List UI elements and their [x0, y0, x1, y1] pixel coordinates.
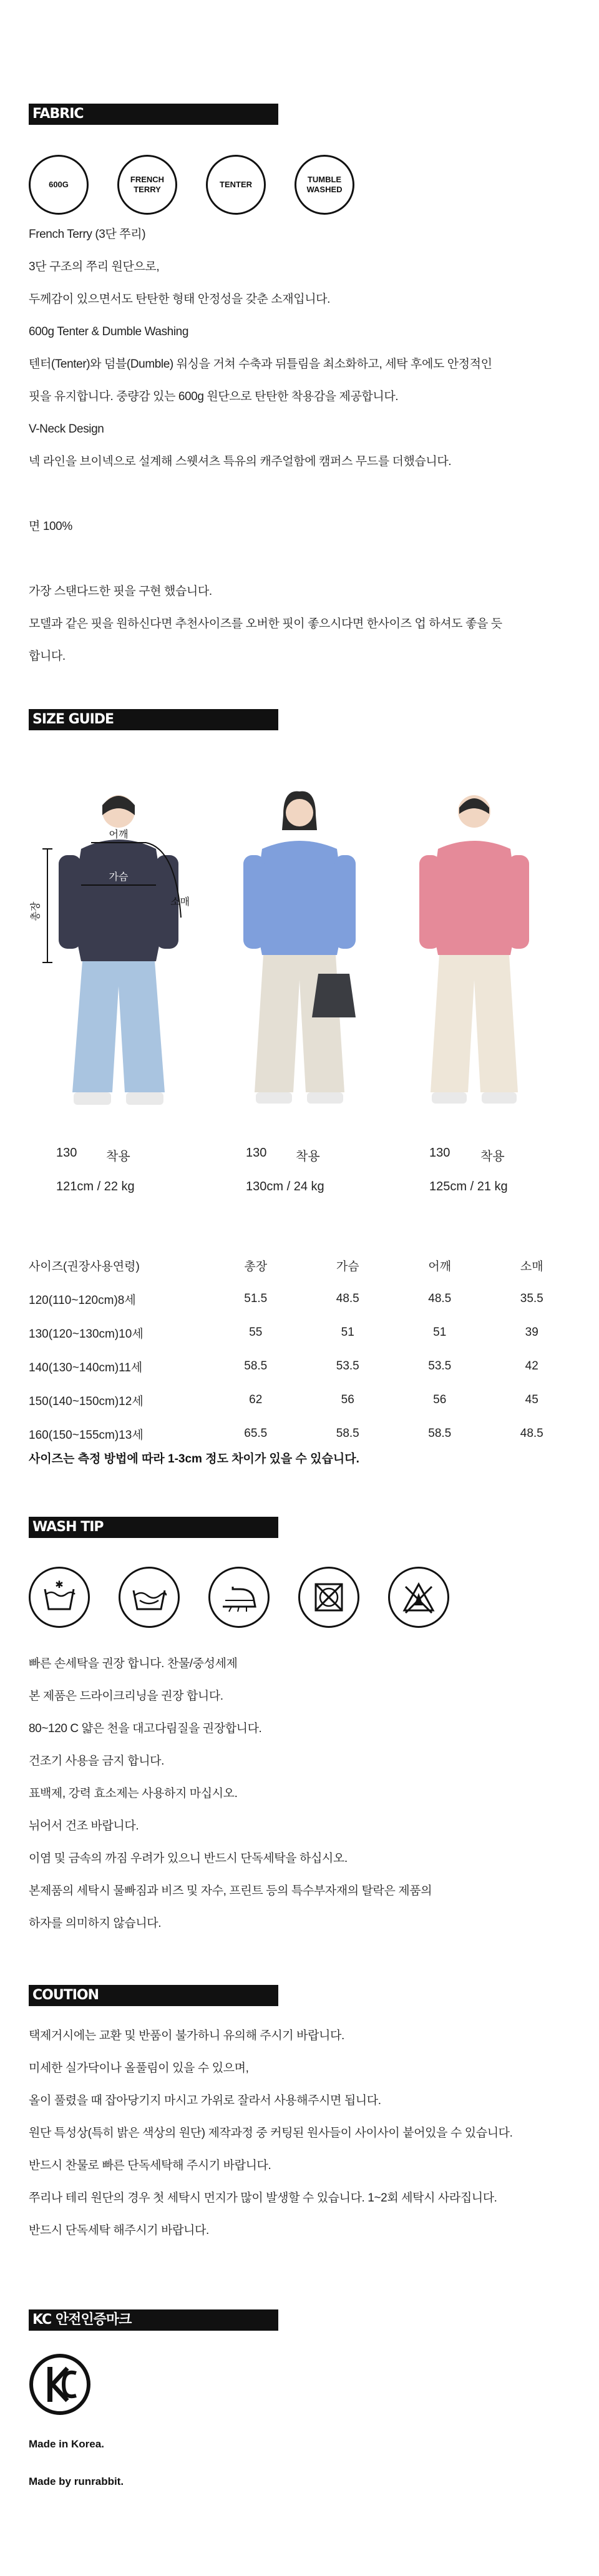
table-row	[29, 1316, 578, 1349]
table-cell: 130(120~130cm)10세	[29, 1327, 144, 1341]
fabric-line: 3단 구조의 쭈리 원단으로,	[29, 260, 160, 273]
model-2-wear: 착용	[296, 1150, 320, 1163]
table-cell: 62	[249, 1393, 263, 1406]
caution-line: 올이 풀렸을 때 잡아당기지 마시고 가위로 잘라서 사용해주시면 됩니다.	[29, 2094, 381, 2107]
table-cell: 65.5	[244, 1427, 268, 1440]
fabric-line: 면 100%	[29, 520, 72, 533]
table-row	[29, 1282, 578, 1316]
table-cell: 160(150~155cm)13세	[29, 1428, 144, 1442]
fabric-description	[29, 218, 578, 673]
fabric-line: V-Neck Design	[29, 423, 104, 436]
fabric-line: French Terry (3단 쭈리)	[29, 228, 146, 241]
fabric-badge-tenter: TENTER	[206, 155, 266, 215]
fabric-line: 넥 라인을 브이넥으로 설계해 스웻셔츠 특유의 캐주얼함에 캠퍼스 무드를 더했습니다.	[29, 455, 452, 468]
model-3-wear: 착용	[480, 1150, 505, 1163]
table-row	[29, 1417, 578, 1451]
caution-line: 반드시 단독세탁 해주시기 바랍니다.	[29, 2224, 209, 2237]
model-photo-3	[399, 780, 549, 1130]
caution-notes	[29, 2020, 578, 2247]
col-chest: 가슴	[336, 1260, 359, 1273]
wash-line: 빠른 손세탁을 권장 합니다. 찬물/중성세제	[29, 1657, 238, 1670]
col-sleeve: 소매	[520, 1260, 543, 1273]
caution-line: 쭈리나 테리 원단의 경우 첫 세탁시 먼지가 많이 발생할 수 있습니다. 1~2회 세탁시 사라집니다.	[29, 2192, 497, 2205]
table-cell: 56	[341, 1393, 354, 1406]
wash-line: 이염 및 금속의 까짐 우려가 있으니 반드시 단독세탁을 하십시오.	[29, 1852, 348, 1865]
made-by-text: Made by runrabbit.	[29, 2476, 124, 2487]
wash-tip-header: WASH TIP	[29, 1517, 278, 1538]
caution-line: 원단 특성상(특히 밝은 색상의 원단) 제작과정 중 커팅된 원사들이 사이사이 붙어있을 수 있습니다.	[29, 2127, 513, 2140]
wash-line: 80~120 C 얇은 천을 대고다림질을 권장합니다.	[29, 1722, 262, 1735]
table-cell: 53.5	[336, 1359, 359, 1373]
table-cell: 51.5	[244, 1292, 268, 1305]
sleeve-label: 소매	[170, 896, 190, 908]
fabric-line: 합니다.	[29, 650, 66, 663]
fabric-line: 모델과 같은 핏을 원하신다면 추천사이즈를 오버한 핏이 좋으시다면 한사이즈 업 하셔도 좋을 듯	[29, 617, 502, 630]
model-1-wear: 착용	[106, 1150, 130, 1163]
table-cell: 48.5	[428, 1292, 452, 1305]
fabric-line: 가장 스탠다드한 핏을 구현 했습니다.	[29, 585, 212, 598]
col-length: 총장	[244, 1260, 268, 1273]
table-cell: 35.5	[520, 1292, 543, 1305]
wash-line: 본 제품은 드라이크리닝을 권장 합니다.	[29, 1690, 223, 1703]
wash-line: 뉘어서 건조 바랍니다.	[29, 1819, 139, 1833]
table-cell: 58.5	[244, 1359, 268, 1373]
table-cell: 55	[249, 1326, 263, 1339]
table-cell: 150(140~150cm)12세	[29, 1394, 144, 1408]
size-note: 사이즈는 측정 방법에 따라 1-3cm 정도 차이가 있을 수 있습니다.	[29, 1452, 359, 1466]
table-cell: 48.5	[520, 1427, 543, 1440]
kc-header: KC 안전인증마크	[29, 2309, 278, 2331]
chest-label: 가슴	[109, 871, 129, 883]
model-photos	[0, 780, 599, 1130]
table-row	[29, 1383, 578, 1417]
table-cell: 53.5	[428, 1359, 452, 1373]
length-label: 총장	[29, 901, 41, 921]
table-cell: 58.5	[428, 1427, 452, 1440]
fabric-line	[29, 543, 578, 575]
wash-line: 하자를 의미하지 않습니다.	[29, 1917, 162, 1930]
table-cell: 120(110~120cm)8세	[29, 1293, 136, 1307]
shoulder-label: 어깨	[109, 828, 129, 840]
model-1-stats: 121cm / 22 kg	[56, 1180, 135, 1193]
svg-text:✱: ✱	[55, 1579, 64, 1590]
caution-line: 택제거시에는 교환 및 반품이 불가하니 유의해 주시기 바랍니다.	[29, 2029, 344, 2042]
fabric-line: 600g Tenter & Dumble Washing	[29, 325, 189, 338]
col-size: 사이즈(권장사용연령)	[29, 1260, 140, 1273]
tumble-dry-icon	[119, 1567, 180, 1628]
table-cell: 39	[525, 1326, 538, 1339]
model-2-stats: 130cm / 24 kg	[246, 1180, 324, 1193]
table-cell: 51	[433, 1326, 447, 1339]
fabric-badge-tumble-washed: TUMBLE WASHED	[295, 155, 354, 215]
model-3-size: 130	[429, 1146, 450, 1160]
fabric-header: FABRIC	[29, 104, 278, 125]
col-shoulder: 어깨	[428, 1260, 452, 1273]
fabric-line: 텐터(Tenter)와 덤블(Dumble) 워싱을 거쳐 수축과 뒤틀림을 최소화하고, 세탁 후에도 안정적인	[29, 358, 492, 371]
caution-line: 반드시 찬물로 빠른 단독세탁해 주시기 바랍니다.	[29, 2159, 271, 2172]
table-cell: 48.5	[336, 1292, 359, 1305]
caution-header: COUTION	[29, 1985, 278, 2006]
caution-line: 미세한 실가닥이나 올풀림이 있을 수 있으며,	[29, 2062, 249, 2075]
no-bleach-icon	[298, 1567, 359, 1628]
size-table	[29, 1248, 578, 1451]
table-cell: 58.5	[336, 1427, 359, 1440]
wash-icons	[29, 1567, 449, 1628]
table-row	[29, 1349, 578, 1383]
made-in-text: Made in Korea.	[29, 2438, 104, 2450]
fabric-badge-french-terry: FRENCH TERRY	[117, 155, 177, 215]
model-2-size: 130	[246, 1146, 267, 1160]
model-photo-1	[31, 780, 193, 1130]
wash-instructions	[29, 1648, 578, 1940]
fabric-badge-weight: 600G	[29, 155, 89, 215]
table-cell: 42	[525, 1359, 538, 1373]
no-dryclean-icon	[388, 1567, 449, 1628]
fabric-line: 핏을 유지합니다. 중량감 있는 600g 원단으로 탄탄한 착용감을 제공합니다.	[29, 390, 399, 403]
wash-line: 표백제, 강력 효소제는 사용하지 마십시오.	[29, 1787, 238, 1800]
table-cell: 140(130~140cm)11세	[29, 1361, 143, 1374]
iron-icon	[208, 1567, 270, 1628]
model-3-stats: 125cm / 21 kg	[429, 1180, 508, 1193]
fabric-badges	[29, 155, 354, 215]
wash-line: 건조기 사용을 금지 합니다.	[29, 1755, 165, 1768]
table-cell: 45	[525, 1393, 538, 1406]
table-cell: 56	[433, 1393, 447, 1406]
size-guide-header: SIZE GUIDE	[29, 709, 278, 730]
hand-wash-icon	[29, 1567, 90, 1628]
model-photo-2	[225, 780, 374, 1130]
model-1-size: 130	[56, 1146, 77, 1160]
fabric-line	[29, 478, 578, 511]
wash-line: 본제품의 세탁시 물빠짐과 비즈 및 자수, 프린트 등의 특수부자재의 탈락은 제품의	[29, 1884, 432, 1898]
fabric-line: 두께감이 있으면서도 탄탄한 형태 안정성을 갖춘 소재입니다.	[29, 293, 331, 306]
table-cell: 51	[341, 1326, 354, 1339]
kc-mark-icon	[29, 2353, 91, 2416]
size-table-header	[29, 1248, 578, 1282]
